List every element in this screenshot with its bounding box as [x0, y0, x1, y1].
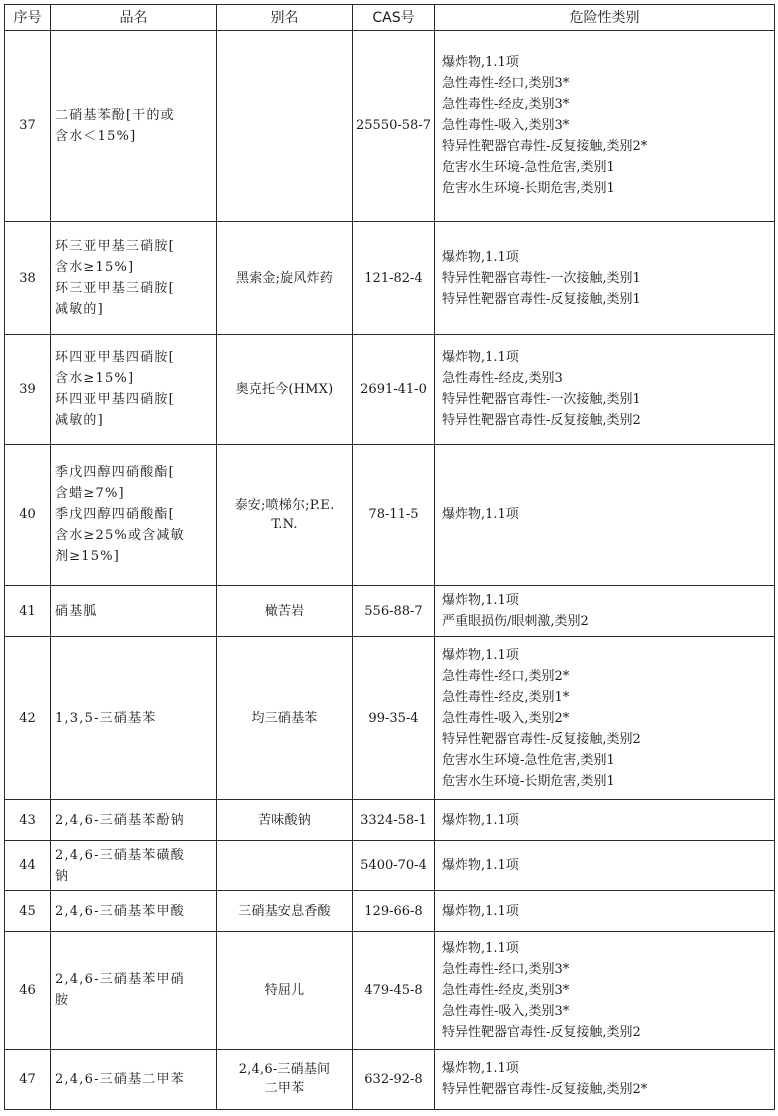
product-name-line: 季戊四醇四硝酸酯[ — [55, 507, 175, 523]
hazard-line: 急性毒性-经口,类别3* — [442, 76, 570, 92]
product-name-line: 含蜡≥7%] — [55, 486, 125, 502]
product-name-line: 2,4,6-三硝基苯酚钠 — [55, 812, 185, 828]
hazard-line: 爆炸物,1.1项 — [442, 858, 519, 874]
table-row — [5, 1049, 775, 1109]
product-name-line: 减敏的] — [55, 302, 104, 317]
product-name-cell — [51, 800, 217, 841]
product-name-cell — [51, 31, 217, 222]
hazard-line: 特异性靶器官毒性-反复接触,类别2* — [442, 139, 648, 155]
cas-number: 632-92-8 — [353, 1049, 435, 1109]
product-name-line: 含水≥15%] — [55, 371, 135, 387]
hazard-line: 爆炸物,1.1项 — [442, 507, 519, 523]
table-row — [5, 637, 775, 800]
header-cas: CAS号 — [353, 5, 435, 31]
hazard-line: 危害水生环境-急性危害,类别1 — [442, 160, 615, 176]
product-name-line: 硝基胍 — [55, 603, 98, 619]
alias-line: 特屈儿 — [264, 982, 305, 998]
hazard-line: 危害水生环境-长期危害,类别1 — [442, 773, 615, 789]
hazard-cell — [435, 221, 775, 335]
product-name-line: 含水＜15%] — [55, 128, 137, 144]
row-number: 39 — [5, 335, 51, 444]
product-name-cell — [51, 444, 217, 585]
row-number: 46 — [5, 932, 51, 1050]
product-name-line: 2,4,6-三硝基苯磺酸 — [55, 847, 185, 863]
hazard-line: 特异性靶器官毒性-反复接触,类别2 — [442, 413, 641, 429]
product-name-line: 环四亚甲基四硝胺[ — [55, 392, 175, 408]
hazard-line: 特异性靶器官毒性-反复接触,类别2 — [442, 731, 641, 747]
row-number: 44 — [5, 841, 51, 891]
table-body — [5, 31, 775, 1110]
product-name-line: 环三亚甲基三硝胺[ — [55, 281, 175, 296]
alias-line: 苦味酸钠 — [258, 812, 311, 828]
hazard-line: 特异性靶器官毒性-反复接触,类别2 — [442, 1024, 641, 1040]
cas-number: 5400-70-4 — [353, 841, 435, 891]
product-name-line: 二硝基苯酚[干的或 — [55, 107, 175, 123]
table-row — [5, 335, 775, 444]
hazard-line: 特异性靶器官毒性-反复接触,类别2* — [442, 1082, 648, 1098]
alias-cell — [217, 31, 353, 222]
cas-number: 78-11-5 — [353, 444, 435, 585]
hazard-cell — [435, 637, 775, 800]
row-number: 38 — [5, 221, 51, 335]
table-row — [5, 586, 775, 637]
hazardous-chemicals-table — [4, 4, 775, 1110]
product-name-line: 钠 — [55, 868, 70, 884]
alias-line: 奥克托今(HMX) — [235, 381, 334, 397]
product-name-cell — [51, 891, 217, 932]
product-name-cell — [51, 637, 217, 800]
hazard-cell — [435, 891, 775, 932]
alias-line: 橄苦岩 — [264, 603, 305, 619]
product-name-line: 剂≥15%] — [55, 549, 121, 565]
header-row — [5, 5, 775, 31]
hazard-line: 爆炸物,1.1项 — [442, 350, 519, 366]
row-number: 45 — [5, 891, 51, 932]
table-row — [5, 31, 775, 222]
hazard-line: 急性毒性-吸入,类别3* — [442, 1003, 570, 1019]
hazard-line: 急性毒性-经皮,类别3* — [442, 97, 570, 113]
product-name-line: 含水≥25%或含减敏 — [55, 528, 185, 544]
hazard-line: 急性毒性-吸入,类别2* — [442, 710, 570, 726]
alias-line: 2,4,6-三硝基间 — [238, 1062, 331, 1078]
table-row — [5, 444, 775, 585]
table-row — [5, 221, 775, 335]
hazard-line: 急性毒性-经皮,类别1* — [442, 689, 570, 705]
product-name-cell — [51, 1049, 217, 1109]
product-name-line: 环三亚甲基三硝胺[ — [55, 239, 175, 254]
hazard-line: 爆炸物,1.1项 — [442, 812, 519, 828]
product-name-line: 2,4,6-三硝基二甲苯 — [55, 1071, 185, 1087]
alias-cell — [217, 637, 353, 800]
table-row — [5, 932, 775, 1050]
product-name-line: 含水≥15%] — [55, 260, 135, 275]
hazard-cell — [435, 841, 775, 891]
alias-line: 三硝基安息香酸 — [238, 903, 331, 919]
hazard-line: 急性毒性-经皮,类别3* — [442, 982, 570, 998]
row-number: 37 — [5, 31, 51, 222]
product-name-cell — [51, 221, 217, 335]
hazard-line: 爆炸物,1.1项 — [442, 1061, 519, 1077]
alias-line: T.N. — [271, 516, 298, 532]
hazard-cell — [435, 800, 775, 841]
product-name-line: 胺 — [55, 993, 70, 1009]
product-name-cell — [51, 335, 217, 444]
hazard-line: 急性毒性-吸入,类别3* — [442, 118, 570, 134]
cas-number: 479-45-8 — [353, 932, 435, 1050]
hazard-cell — [435, 586, 775, 637]
alias-cell — [217, 221, 353, 335]
cas-number: 25550-58-7 — [353, 31, 435, 222]
table-row — [5, 800, 775, 841]
alias-line: 黑索金;旋风炸药 — [236, 270, 333, 286]
header-name: 品名 — [51, 5, 217, 31]
product-name-line: 1,3,5-三硝基苯 — [55, 710, 157, 726]
hazard-line: 爆炸物,1.1项 — [442, 249, 519, 265]
header-alias: 别名 — [217, 5, 353, 31]
alias-cell — [217, 891, 353, 932]
row-number: 43 — [5, 800, 51, 841]
hazard-line: 危害水生环境-长期危害,类别1 — [442, 181, 615, 197]
product-name-cell — [51, 586, 217, 637]
product-name-line: 减敏的] — [55, 413, 104, 429]
cas-number: 556-88-7 — [353, 586, 435, 637]
hazard-line: 爆炸物,1.1项 — [442, 647, 519, 663]
hazard-line: 特异性靶器官毒性-一次接触,类别1 — [442, 270, 641, 286]
hazard-cell — [435, 1049, 775, 1109]
product-name-line: 环四亚甲基四硝胺[ — [55, 350, 175, 366]
alias-cell — [217, 586, 353, 637]
alias-cell — [217, 932, 353, 1050]
cas-number: 2691-41-0 — [353, 335, 435, 444]
header-no: 序号 — [5, 5, 51, 31]
alias-line: 均三硝基苯 — [251, 710, 318, 726]
product-name-cell — [51, 841, 217, 891]
alias-cell — [217, 841, 353, 891]
row-number: 42 — [5, 637, 51, 800]
alias-cell — [217, 1049, 353, 1109]
hazard-cell — [435, 31, 775, 222]
alias-cell — [217, 800, 353, 841]
hazard-line: 严重眼损伤/眼刺激,类别2 — [442, 614, 589, 630]
cas-number: 99-35-4 — [353, 637, 435, 800]
alias-line: 泰安;喷梯尔;P.E. — [234, 497, 335, 513]
hazard-line: 爆炸物,1.1项 — [442, 55, 519, 71]
row-number: 40 — [5, 444, 51, 585]
row-number: 41 — [5, 586, 51, 637]
hazard-line: 爆炸物,1.1项 — [442, 903, 519, 919]
header-hazard: 危险性类别 — [435, 5, 775, 31]
row-number: 47 — [5, 1049, 51, 1109]
hazard-line: 急性毒性-经口,类别2* — [442, 668, 570, 684]
cas-number: 129-66-8 — [353, 891, 435, 932]
hazard-cell — [435, 444, 775, 585]
hazard-line: 爆炸物,1.1项 — [442, 940, 519, 956]
hazard-line: 急性毒性-经口,类别3* — [442, 961, 570, 977]
cas-number: 3324-58-1 — [353, 800, 435, 841]
hazard-line: 爆炸物,1.1项 — [442, 593, 519, 609]
product-name-cell — [51, 932, 217, 1050]
alias-cell — [217, 335, 353, 444]
alias-line: 二甲苯 — [264, 1081, 305, 1097]
hazard-line: 特异性靶器官毒性-反复接触,类别1 — [442, 291, 641, 307]
product-name-line: 2,4,6-三硝基苯甲硝 — [55, 972, 185, 988]
hazard-cell — [435, 335, 775, 444]
product-name-line: 2,4,6-三硝基苯甲酸 — [55, 903, 185, 919]
hazard-line: 急性毒性-经皮,类别3 — [442, 371, 563, 387]
table-row — [5, 841, 775, 891]
hazard-cell — [435, 932, 775, 1050]
hazard-line: 特异性靶器官毒性-一次接触,类别1 — [442, 392, 641, 408]
table-row — [5, 891, 775, 932]
cas-number: 121-82-4 — [353, 221, 435, 335]
alias-cell — [217, 444, 353, 585]
hazard-line: 危害水生环境-急性危害,类别1 — [442, 752, 615, 768]
product-name-line: 季戊四醇四硝酸酯[ — [55, 465, 175, 481]
